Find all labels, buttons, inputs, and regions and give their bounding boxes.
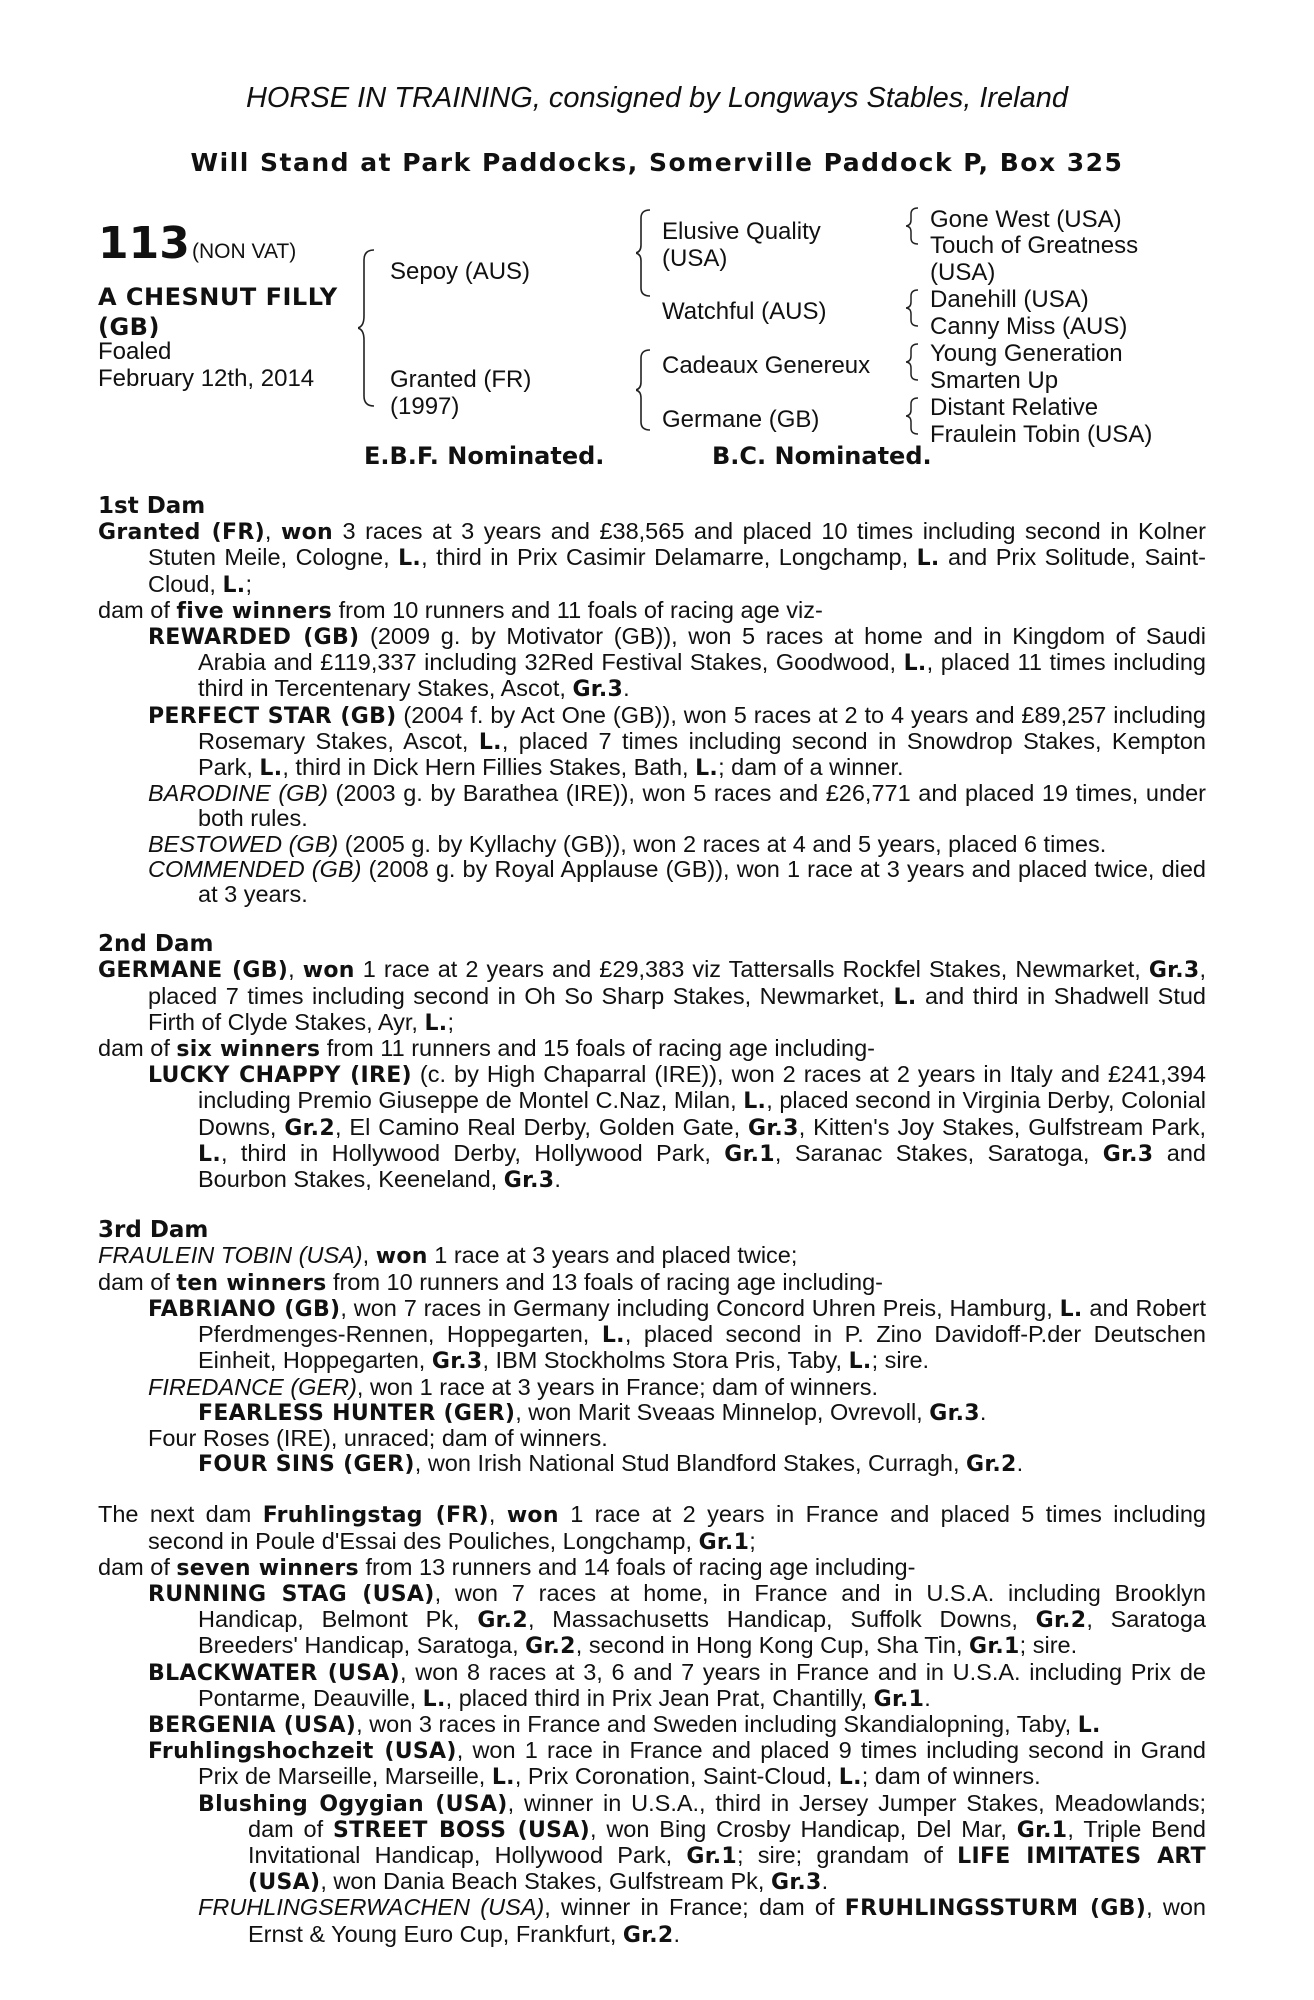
gs-sire-dam-dam: Canny Miss (AUS) (930, 313, 1128, 340)
horse-description-line2: (GB) (98, 313, 160, 341)
consignor-header: HORSE IN TRAINING, consigned by Longways Stables, Ireland (245, 82, 1069, 114)
gs-sire-sire-dam-line1: Touch of Greatness (930, 232, 1139, 259)
gs-sire-sire-dam (930, 232, 1138, 286)
produce-fabriano: FABRIANO (GB), won 7 races in Germany including Concord Uhren Preis, Hamburg, L. and Robert Pferdmenges-Rennen, Hoppegarten, L., placed second in P. Zino Davidoff-P.der Deutschen Einheit, Hoppegarten, Gr.3, IBM Stockholms Stora Pris, Taby, L.; sire. (148, 1294, 1206, 1375)
produce-record (98, 494, 1206, 1948)
brace-sire-sire (906, 206, 922, 246)
bc-nominated: B.C. Nominated. (712, 442, 932, 470)
gs-dam-dam-dam: Fraulein Tobin (USA) (930, 421, 1153, 448)
second-dam-heading: 2nd Dam (98, 931, 214, 958)
brace-dam-dam (906, 396, 922, 436)
gs-dam-sire-dam: Smarten Up (930, 367, 1059, 394)
sire-name: Sepoy (AUS) (390, 258, 531, 285)
produce-lucky-chappy: LUCKY CHAPPY (IRE) (c. by High Chaparral (IRE)), won 2 races at 2 years in Italy and £241,394 including Premio Giuseppe de Montel C.Naz, Milan, L., placed second in Virginia Derby, Colonial Downs, Gr.2, El Camino Real Derby, Golden Gate, Gr.3, Kitten's Joy Stakes, Gulfstream Park, L., third in Hollywood Derby, Hollywood Park, Gr.1, Saranac Stakes, Saratoga, Gr.3 and Bourbon Stakes, Keeneland, Gr.3. (148, 1061, 1206, 1194)
pedigree-brace-dam (636, 348, 654, 432)
first-dam-record: Granted (FR), won 3 races at 3 years and £38,565 and placed 10 times including second in Kolner Stuten Meile, Cologne, L., third in Prix Casimir Delamarre, Longchamp, L. and Prix Solitude, Saint-Cloud, L.; (98, 518, 1206, 598)
produce-blushing-ogygian: Blushing Ogygian (USA), winner in U.S.A., third in Jersey Jumper Stakes, Meadowlands; dam of STREET BOSS (USA), won Bing Crosby Handicap, Del Mar, Gr.1, Triple Bend Invitational Handicap, Hollywood Park, Gr.1; sire; grandam of LIFE IMITATES ART (USA), won Dania Beach Stakes, Gulfstream Pk, Gr.3. (198, 1789, 1207, 1896)
lot-number: 113 (98, 218, 190, 269)
sire-dam: Watchful (AUS) (662, 298, 827, 325)
produce-four-roses: Four Roses (IRE), unraced; dam of winners. (148, 1424, 608, 1451)
foaled-date: February 12th, 2014 (98, 365, 315, 392)
first-dam-produce-summary: dam of five winners from 10 runners and 11 foals of racing age viz- (98, 596, 823, 624)
produce-fruhlingserwachen: FRUHLINGSERWACHEN (USA), winner in France; dam of FRUHLINGSSTURM (GB), won Ernst & Young Euro Cup, Frankfurt, Gr.2. (198, 1894, 1206, 1948)
produce-blackwater: BLACKWATER (USA), won 8 races at 3, 6 and 7 years in France and in U.S.A. including Prix de Pontarme, Deauville, L., placed third in Prix Jean Prat, Chantilly, Gr.1. (148, 1658, 1206, 1712)
produce-rewarded: REWARDED (GB) (2009 g. by Motivator (GB)), won 5 races at home and in Kingdom of Saudi Arabia and £119,337 including 32Red Festival Stakes, Goodwood, L., placed 11 times including third in Tercentenary Stakes, Ascot, Gr.3. (148, 623, 1206, 703)
pedigree-brace-sire (636, 208, 654, 298)
produce-firedance: FIREDANCE (GER), won 1 race at 3 years in France; dam of winners. (148, 1373, 879, 1400)
sire-sire (662, 218, 821, 272)
second-dam-produce-summary: dam of six winners from 11 runners and 15 foals of racing age including- (98, 1035, 875, 1063)
produce-bergenia: BERGENIA (USA), won 3 races in France and Sweden including Skandialopning, Taby, L. (148, 1710, 1101, 1738)
dam-sire: Cadeaux Genereux (662, 352, 871, 379)
produce-fearless-hunter: FEARLESS HUNTER (GER), won Marit Sveaas Minnelop, Ovrevoll, Gr.3. (198, 1398, 987, 1426)
produce-fruhlingshochzeit: Fruhlingshochzeit (USA), won 1 race in France and placed 9 times including second in Grand Prix de Marseille, Marseille, L., Prix Coronation, Saint-Cloud, L.; dam of winners. (148, 1737, 1207, 1791)
produce-running-stag: RUNNING STAG (USA), won 7 races at home, in France and in U.S.A. including Brooklyn Handicap, Belmont Pk, Gr.2, Massachusetts Handicap, Suffolk Downs, Gr.2, Saratoga Breeders' Handicap, Saratoga, Gr.2, second in Hong Kong Cup, Sha Tin, Gr.1; sire. (148, 1579, 1206, 1660)
section-gap (98, 1477, 1206, 1502)
third-dam-record: FRAULEIN TOBIN (USA), won 1 race at 3 years and placed twice; (98, 1242, 798, 1270)
third-dam-heading: 3rd Dam (98, 1217, 209, 1244)
sire-sire-line2: (USA) (662, 245, 728, 272)
stabling-location: Will Stand at Park Paddocks, Somerville Paddock P, Box 325 (190, 148, 1124, 177)
produce-four-sins: FOUR SINS (GER), won Irish National Stud Blandford Stakes, Curragh, Gr.2. (198, 1450, 1024, 1478)
foaled-label: Foaled (98, 338, 172, 365)
horse-description (98, 282, 338, 342)
gs-sire-sire-sire: Gone West (USA) (930, 206, 1122, 233)
gs-sire-dam-sire: Danehill (USA) (930, 286, 1089, 313)
next-dam-record: The next dam Fruhlingstag (FR), won 1 race at 2 years in France and placed 5 times including second in Poule d'Essai des Pouliches, Longchamp, Gr.1; (98, 1501, 1206, 1555)
produce-bestowed: BESTOWED (GB) (2005 g. by Kyllachy (GB)), won 2 races at 4 and 5 years, placed 6 times. (148, 830, 1107, 857)
dam-dam: Germane (GB) (662, 406, 820, 433)
gs-dam-dam-sire: Distant Relative (930, 394, 1099, 421)
first-dam-heading: 1st Dam (98, 493, 206, 519)
ebf-nominated: E.B.F. Nominated. (364, 442, 605, 470)
horse-description-line1: A CHESNUT FILLY (98, 283, 338, 311)
dam-foaled-year: (1997) (390, 393, 460, 420)
gs-sire-sire-dam-line2: (USA) (930, 259, 996, 286)
sire-sire-line1: Elusive Quality (662, 218, 821, 245)
second-dam-record: GERMANE (GB), won 1 race at 2 years and £29,383 viz Tattersalls Rockfel Stakes, Newmarket, Gr.3, placed 7 times including second in Oh So Sharp Stakes, Newmarket, L. and third in Shadwell Stud Firth of Clyde Stakes, Ayr, L.; (98, 956, 1206, 1036)
vat-status: (NON VAT) (192, 240, 297, 263)
produce-barodine: BARODINE (GB) (2003 g. by Barathea (IRE)), won 5 races and £26,771 and placed 19 times, under both rules. (148, 780, 1206, 832)
pedigree-brace-main (358, 248, 378, 408)
gs-dam-sire-sire: Young Generation (930, 340, 1123, 367)
next-dam-produce-summary: dam of seven winners from 13 runners and 14 foals of racing age including- (98, 1553, 916, 1581)
dam-name: Granted (FR) (390, 366, 532, 393)
third-dam-produce-summary: dam of ten winners from 10 runners and 13 foals of racing age including- (98, 1268, 883, 1296)
brace-dam-sire (906, 342, 922, 382)
produce-perfect-star: PERFECT STAR (GB) (2004 f. by Act One (GB)), won 5 races at 2 to 4 years and £89,257 including Rosemary Stakes, Ascot, L., placed 7 times including second in Snowdrop Stakes, Kempton Park, L., third in Dick Hern Fillies Stakes, Bath, L.; dam of a winner. (148, 701, 1206, 782)
pedigree-block (0, 0, 1314, 480)
produce-commended: COMMENDED (GB) (2008 g. by Royal Applause (GB)), won 1 race at 3 years and placed twice, died at 3 years. (148, 855, 1206, 908)
brace-sire-dam (906, 288, 922, 328)
